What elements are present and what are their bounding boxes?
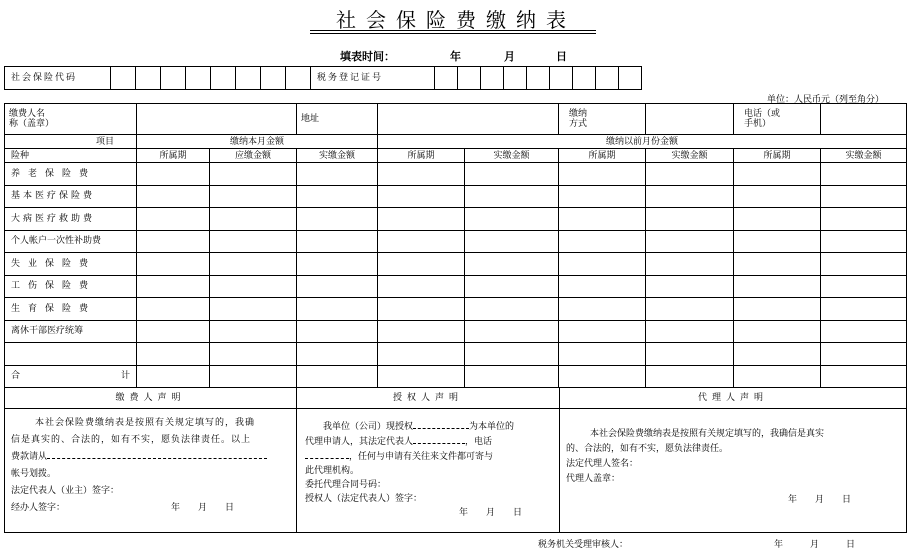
si-code-box[interactable] (236, 67, 261, 90)
payer-decl-line (11, 500, 292, 517)
row-label: 基本医疗保险费 (5, 185, 137, 208)
amount-cell[interactable] (465, 343, 559, 366)
agent-decl-date: 年 月 日 (788, 495, 852, 505)
payer-decl-line (11, 449, 292, 466)
col-period: 所属期 (559, 149, 646, 163)
tax-reg-box[interactable] (481, 67, 504, 90)
amount-cell[interactable] (646, 230, 734, 253)
payer-name-label (5, 104, 137, 135)
auth-decl-text: ，任何与申请有关往来文件都可寄与 (349, 452, 494, 462)
si-code-box[interactable] (111, 67, 136, 90)
amount-cell[interactable] (646, 320, 734, 343)
amount-cell[interactable] (297, 275, 378, 298)
row-label: 失业保险费 (5, 253, 137, 276)
row-label (5, 343, 137, 366)
amount-cell[interactable] (137, 275, 210, 298)
table-row (5, 208, 907, 231)
amount-cell[interactable] (734, 163, 821, 186)
amount-cell[interactable] (559, 320, 646, 343)
legal-rep-blank[interactable] (413, 434, 465, 444)
total-cell[interactable] (210, 365, 297, 387)
amount-cell[interactable] (559, 185, 646, 208)
col-paid: 实缴金额 (297, 149, 378, 163)
total-label-right: 计 (120, 371, 130, 381)
payer-decl-line: 本社会保险费缴纳表是按照有关规定填写的，我确 (35, 418, 256, 428)
amount-cell[interactable] (137, 163, 210, 186)
auth-decl-line: 委托代理合同号码： (305, 480, 387, 490)
col-paid: 实缴金额 (465, 149, 559, 163)
agent-decl-line: 法定代理人签名： (566, 459, 639, 469)
agent-declaration (560, 409, 907, 533)
amount-cell[interactable] (297, 320, 378, 343)
amount-cell[interactable] (559, 343, 646, 366)
table-row (5, 275, 907, 298)
payer-declaration (5, 409, 297, 533)
row-label: 生育保险费 (5, 298, 137, 321)
tax-reg-box[interactable] (527, 67, 550, 90)
auth-decl-line (305, 434, 555, 449)
amount-cell[interactable] (646, 185, 734, 208)
amount-cell[interactable] (210, 275, 297, 298)
amount-cell[interactable] (465, 185, 559, 208)
amount-cell[interactable] (559, 298, 646, 321)
total-cell[interactable] (734, 365, 821, 387)
agent-decl-line: 的、合法的，如有不实，愿负法律责任。 (566, 444, 729, 454)
fill-time-day: 日 (556, 50, 567, 63)
row-label: 离休干部医疗统筹 (5, 320, 137, 343)
group-previous-header: 缴纳以前月份金额 (378, 135, 907, 149)
amount-cell[interactable] (465, 208, 559, 231)
corner-item: 项目 (5, 135, 137, 149)
total-cell[interactable] (378, 365, 465, 387)
amount-cell[interactable] (210, 163, 297, 186)
declarations-table (4, 387, 907, 533)
amount-cell[interactable] (137, 320, 210, 343)
amount-cell[interactable] (821, 185, 907, 208)
tax-reg-box[interactable] (458, 67, 481, 90)
amount-cell[interactable] (465, 298, 559, 321)
amount-cell[interactable] (378, 185, 465, 208)
amount-cell[interactable] (137, 253, 210, 276)
amount-cell[interactable] (465, 230, 559, 253)
col-period: 所属期 (734, 149, 821, 163)
si-code-box[interactable] (261, 67, 286, 90)
table-row (5, 253, 907, 276)
group-current-header: 缴纳本月金额 (137, 135, 378, 149)
payer-name-label-2: 称（盖章） (9, 119, 55, 129)
row-label: 大病医疗救助费 (5, 208, 137, 231)
amount-cell[interactable] (559, 275, 646, 298)
fill-time-year: 年 (450, 50, 461, 63)
si-code-box[interactable] (136, 67, 161, 90)
payer-decl-date: 年 月 日 (171, 503, 235, 513)
total-cell[interactable] (137, 365, 210, 387)
auth-decl-line: 此代理机构。 (305, 466, 360, 476)
amount-cell[interactable] (378, 208, 465, 231)
amount-cell[interactable] (137, 230, 210, 253)
col-due: 应缴金额 (210, 149, 297, 163)
main-table (4, 103, 907, 388)
tax-reg-box[interactable] (435, 67, 458, 90)
table-row (5, 185, 907, 208)
amount-cell[interactable] (137, 343, 210, 366)
phone-field[interactable] (821, 104, 907, 135)
amount-cell[interactable] (559, 253, 646, 276)
auth-decl-line (305, 449, 555, 464)
auth-decl-text: 为本单位的 (469, 422, 515, 432)
auth-decl-text: 我单位（公司）现授权 (323, 422, 414, 432)
si-code-box[interactable] (186, 67, 211, 90)
amount-cell[interactable] (646, 343, 734, 366)
amount-cell[interactable] (734, 320, 821, 343)
auth-decl-text: ，电话 (465, 437, 493, 447)
amount-cell[interactable] (646, 163, 734, 186)
col-paid: 实缴金额 (646, 149, 734, 163)
amount-cell[interactable] (137, 185, 210, 208)
auth-declaration (297, 409, 560, 533)
row-label: 个人帐户一次性补助费 (5, 230, 137, 253)
amount-cell[interactable] (821, 253, 907, 276)
address-label: 地址 (297, 104, 378, 135)
amount-cell[interactable] (137, 208, 210, 231)
amount-cell[interactable] (378, 275, 465, 298)
payer-name-field[interactable] (137, 104, 297, 135)
auth-decl-text: 代理申请人，其法定代表人 (305, 437, 414, 447)
tax-reg-box[interactable] (596, 67, 619, 90)
amount-cell[interactable] (210, 253, 297, 276)
table-row (5, 230, 907, 253)
reviewer-date: 年 月 日 (774, 540, 856, 550)
tax-reg-label: 税务登记证号 (311, 67, 435, 90)
amount-cell[interactable] (465, 320, 559, 343)
title-underline-2 (310, 33, 596, 34)
auth-decl-date: 年 月 日 (459, 508, 523, 518)
amount-cell[interactable] (734, 298, 821, 321)
total-label-left: 合 (11, 371, 21, 381)
total-cell[interactable] (821, 365, 907, 387)
si-code-box[interactable] (211, 67, 236, 90)
amount-cell[interactable] (378, 253, 465, 276)
si-code-label: 社会保险代码 (5, 67, 111, 90)
amount-cell[interactable] (734, 208, 821, 231)
amount-cell[interactable] (297, 208, 378, 231)
amount-cell[interactable] (646, 298, 734, 321)
payer-decl-text: 经办人签字： (11, 503, 66, 513)
amount-cell[interactable] (297, 185, 378, 208)
table-row (5, 298, 907, 321)
agent-decl-line: 代理人盖章： (566, 474, 621, 484)
agent-name-blank[interactable] (413, 419, 469, 429)
amount-cell[interactable] (210, 343, 297, 366)
col-period: 所属期 (137, 149, 210, 163)
amount-cell[interactable] (210, 230, 297, 253)
tax-reg-box[interactable] (573, 67, 596, 90)
amount-cell[interactable] (378, 163, 465, 186)
reviewer-label: 税务机关受理审核人： (538, 540, 629, 550)
amount-cell[interactable] (734, 185, 821, 208)
tax-reg-box[interactable] (619, 67, 642, 90)
address-field[interactable] (378, 104, 559, 135)
phone-label-1: 电话（或 (744, 109, 781, 119)
payment-method-label-2: 方式 (569, 119, 588, 129)
phone-label-2: 手机） (744, 119, 772, 129)
total-cell[interactable] (646, 365, 734, 387)
fill-time-month: 月 (504, 50, 515, 63)
phone-blank[interactable] (305, 449, 349, 459)
amount-cell[interactable] (734, 253, 821, 276)
table-row (5, 343, 907, 366)
payer-decl-line: 法定代表人（业主）签字： (11, 486, 120, 496)
code-boxes (4, 66, 642, 90)
amount-cell[interactable] (210, 320, 297, 343)
amount-cell[interactable] (559, 230, 646, 253)
account-blank[interactable] (47, 449, 267, 459)
unit-note: 单位：人民币元（列至角分） (766, 95, 884, 105)
payment-method-field[interactable] (646, 104, 734, 135)
amount-cell[interactable] (210, 208, 297, 231)
payer-name-label-1: 缴费人名 (9, 109, 46, 119)
amount-cell[interactable] (297, 298, 378, 321)
amount-cell[interactable] (821, 320, 907, 343)
amount-cell[interactable] (821, 343, 907, 366)
total-cell[interactable] (297, 365, 378, 387)
amount-cell[interactable] (465, 275, 559, 298)
amount-cell[interactable] (297, 343, 378, 366)
amount-cell[interactable] (646, 253, 734, 276)
col-period: 所属期 (378, 149, 465, 163)
tax-reg-box[interactable] (504, 67, 527, 90)
payer-declaration-title: 缴费人声明 (5, 388, 297, 409)
si-code-box[interactable] (161, 67, 186, 90)
total-cell[interactable] (465, 365, 559, 387)
amount-cell[interactable] (734, 343, 821, 366)
amount-cell[interactable] (378, 343, 465, 366)
amount-cell[interactable] (297, 230, 378, 253)
si-code-box[interactable] (286, 67, 311, 90)
tax-reg-box[interactable] (550, 67, 573, 90)
amount-cell[interactable] (210, 185, 297, 208)
payment-method-label-1: 缴纳 (569, 109, 588, 119)
total-label (5, 365, 137, 387)
table-row (5, 163, 907, 186)
fill-time-label: 填表时间： (340, 50, 395, 63)
total-cell[interactable] (559, 365, 646, 387)
amount-cell[interactable] (297, 253, 378, 276)
amount-cell[interactable] (646, 275, 734, 298)
row-label: 养老保险费 (5, 163, 137, 186)
agent-declaration-title: 代理人声明 (560, 388, 907, 409)
amount-cell[interactable] (378, 298, 465, 321)
amount-cell[interactable] (821, 230, 907, 253)
row-label: 工伤保险费 (5, 275, 137, 298)
title-underline (310, 30, 596, 31)
amount-cell[interactable] (734, 230, 821, 253)
amount-cell[interactable] (559, 163, 646, 186)
amount-cell[interactable] (297, 163, 378, 186)
payer-decl-line: 信是真实的、合法的，如有不实，愿负法律责任。以上 (11, 435, 252, 445)
corner-type: 险种 (5, 149, 137, 163)
amount-cell[interactable] (559, 208, 646, 231)
amount-cell[interactable] (646, 208, 734, 231)
amount-cell[interactable] (734, 275, 821, 298)
amount-cell[interactable] (210, 298, 297, 321)
phone-label (734, 104, 821, 135)
table-row (5, 320, 907, 343)
form-title: 社会保险费缴纳表 (336, 8, 576, 32)
amount-cell[interactable] (137, 298, 210, 321)
payer-decl-line: 帐号划拨。 (11, 469, 57, 479)
auth-decl-line (305, 419, 555, 434)
amount-cell[interactable] (465, 253, 559, 276)
amount-cell[interactable] (465, 163, 559, 186)
payer-decl-text: 费款请从 (11, 452, 48, 462)
auth-declaration-title: 授权人声明 (297, 388, 560, 409)
agent-decl-line: 本社会保险费缴纳表是按照有关规定填写的，我确信是真实 (590, 429, 825, 439)
amount-cell[interactable] (821, 298, 907, 321)
amount-cell[interactable] (821, 275, 907, 298)
amount-cell[interactable] (378, 230, 465, 253)
auth-decl-line: 授权人（法定代表人）签字： (305, 494, 423, 504)
col-paid: 实缴金额 (821, 149, 907, 163)
amount-cell[interactable] (821, 163, 907, 186)
payment-method-label (559, 104, 646, 135)
amount-cell[interactable] (378, 320, 465, 343)
amount-cell[interactable] (821, 208, 907, 231)
